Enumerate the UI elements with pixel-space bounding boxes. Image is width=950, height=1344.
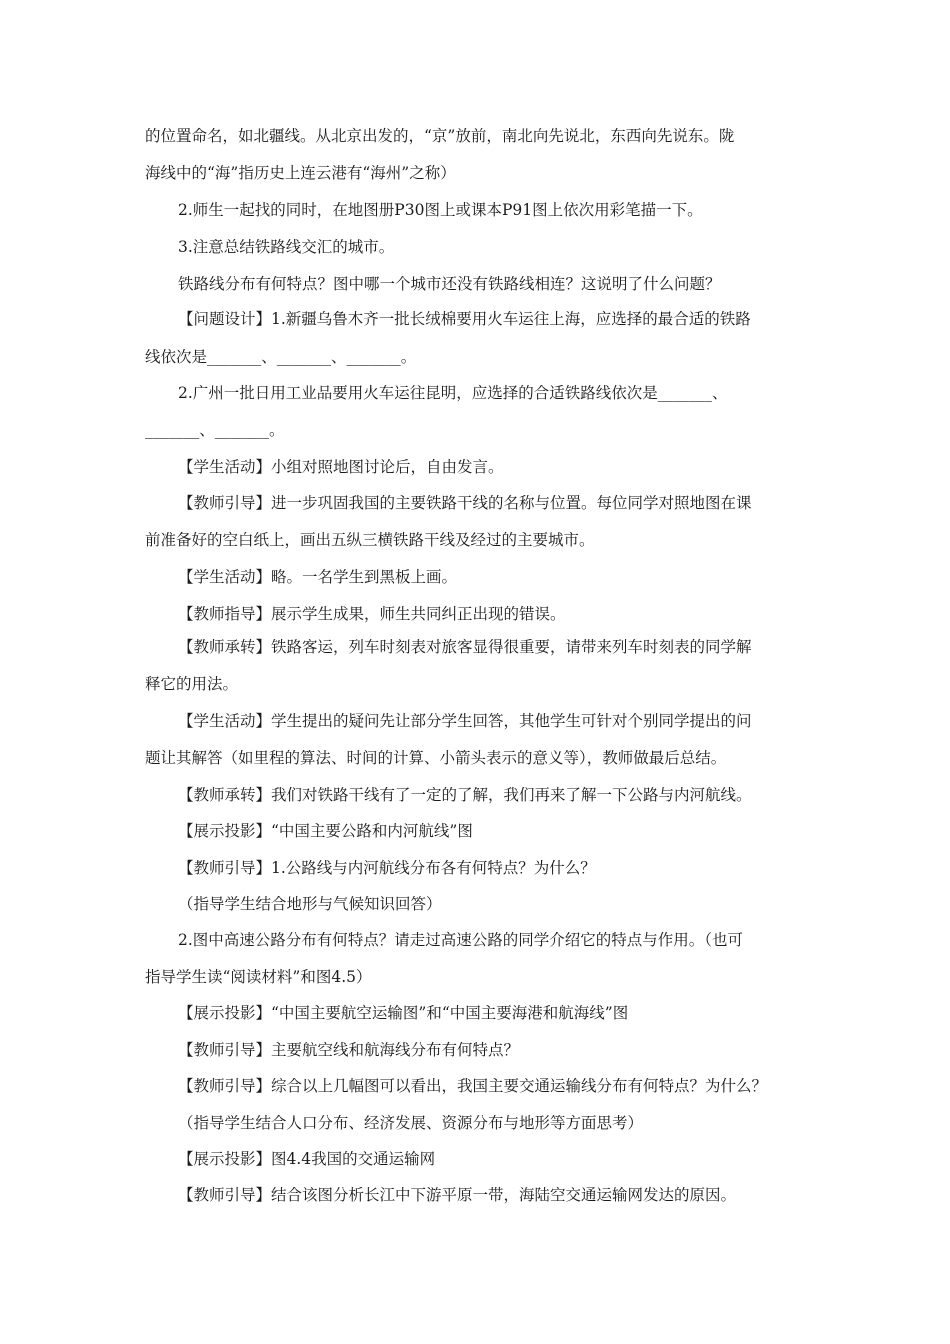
text-line: 释它的用法。: [145, 675, 239, 693]
text-line: 铁路线分布有何特点？图中哪一个城市还没有铁路线相连？这说明了什么问题？: [178, 275, 721, 293]
text-line: 【教师引导】主要航空线和航海线分布有何特点？: [178, 1041, 520, 1059]
text-line: 【展示投影】“中国主要公路和内河航线”图: [178, 822, 473, 840]
text-line: 2.图中高速公路分布有何特点？请走过高速公路的同学介绍它的特点与作用。（也可: [178, 931, 744, 949]
text-line: _______、_______。: [145, 421, 285, 439]
text-line: 【教师引导】结合该图分析长江中下游平原一带，海陆空交通运输网发达的原因。: [178, 1186, 737, 1204]
text-line: 2.广州一批日用工业品要用火车运往昆明，应选择的合适铁路线依次是_______、: [178, 384, 728, 402]
text-line: 【展示投影】图4.4我国的交通运输网: [178, 1150, 436, 1168]
text-line: 【教师引导】进一步巩固我国的主要铁路干线的名称与位置。每位同学对照地图在课: [178, 494, 752, 512]
text-line: 海线中的“海”指历史上连云港有“海州”之称）: [145, 164, 456, 182]
text-line: 【教师承转】铁路客运，列车时刻表对旅客显得很重要，请带来列车时刻表的同学解: [178, 638, 752, 656]
text-line: 【学生活动】学生提出的疑问先让部分学生回答，其他学生可针对个别同学提出的问: [178, 712, 752, 730]
text-line: 题让其解答（如里程的算法、时间的计算、小箭头表示的意义等），教师做最后总结。: [145, 749, 727, 767]
text-line: 的位置命名，如北疆线。从北京出发的，“京”放前，南北向先说北，东西向先说东。陇: [145, 127, 735, 145]
text-line: 【学生活动】小组对照地图讨论后，自由发言。: [178, 458, 504, 476]
text-line: （指导学生结合地形与气候知识回答）: [178, 895, 442, 913]
text-line: 线依次是_______、_______、_______。: [145, 348, 417, 366]
text-line: 【教师引导】1.公路线与内河航线分布各有何特点？为什么？: [178, 859, 596, 877]
text-line: 前准备好的空白纸上，画出五纵三横铁路干线及经过的主要城市。: [145, 531, 595, 549]
text-line: 2.师生一起找的同时，在地图册P30图上或课本P91图上依次用彩笔描一下。: [178, 201, 703, 219]
text-line: 【教师引导】综合以上几幅图可以看出，我国主要交通运输线分布有何特点？为什么？: [178, 1077, 768, 1095]
text-line: 【学生活动】略。一名学生到黑板上画。: [178, 568, 458, 586]
text-line: 3.注意总结铁路线交汇的城市。: [178, 238, 395, 256]
text-line: 【问题设计】1.新疆乌鲁木齐一批长绒棉要用火车运往上海，应选择的最合适的铁路: [178, 310, 751, 328]
text-line: （指导学生结合人口分布、经济发展、资源分布与地形等方面思考）: [178, 1114, 644, 1132]
text-line: 【展示投影】“中国主要航空运输图”和“中国主要海港和航海线”图: [178, 1004, 629, 1022]
text-line: 指导学生读“阅读材料”和图4.5）: [145, 968, 372, 986]
text-line: 【教师指导】展示学生成果，师生共同纠正出现的错误。: [178, 605, 566, 623]
text-line: 【教师承转】我们对铁路干线有了一定的了解，我们再来了解一下公路与内河航线。: [178, 786, 752, 804]
